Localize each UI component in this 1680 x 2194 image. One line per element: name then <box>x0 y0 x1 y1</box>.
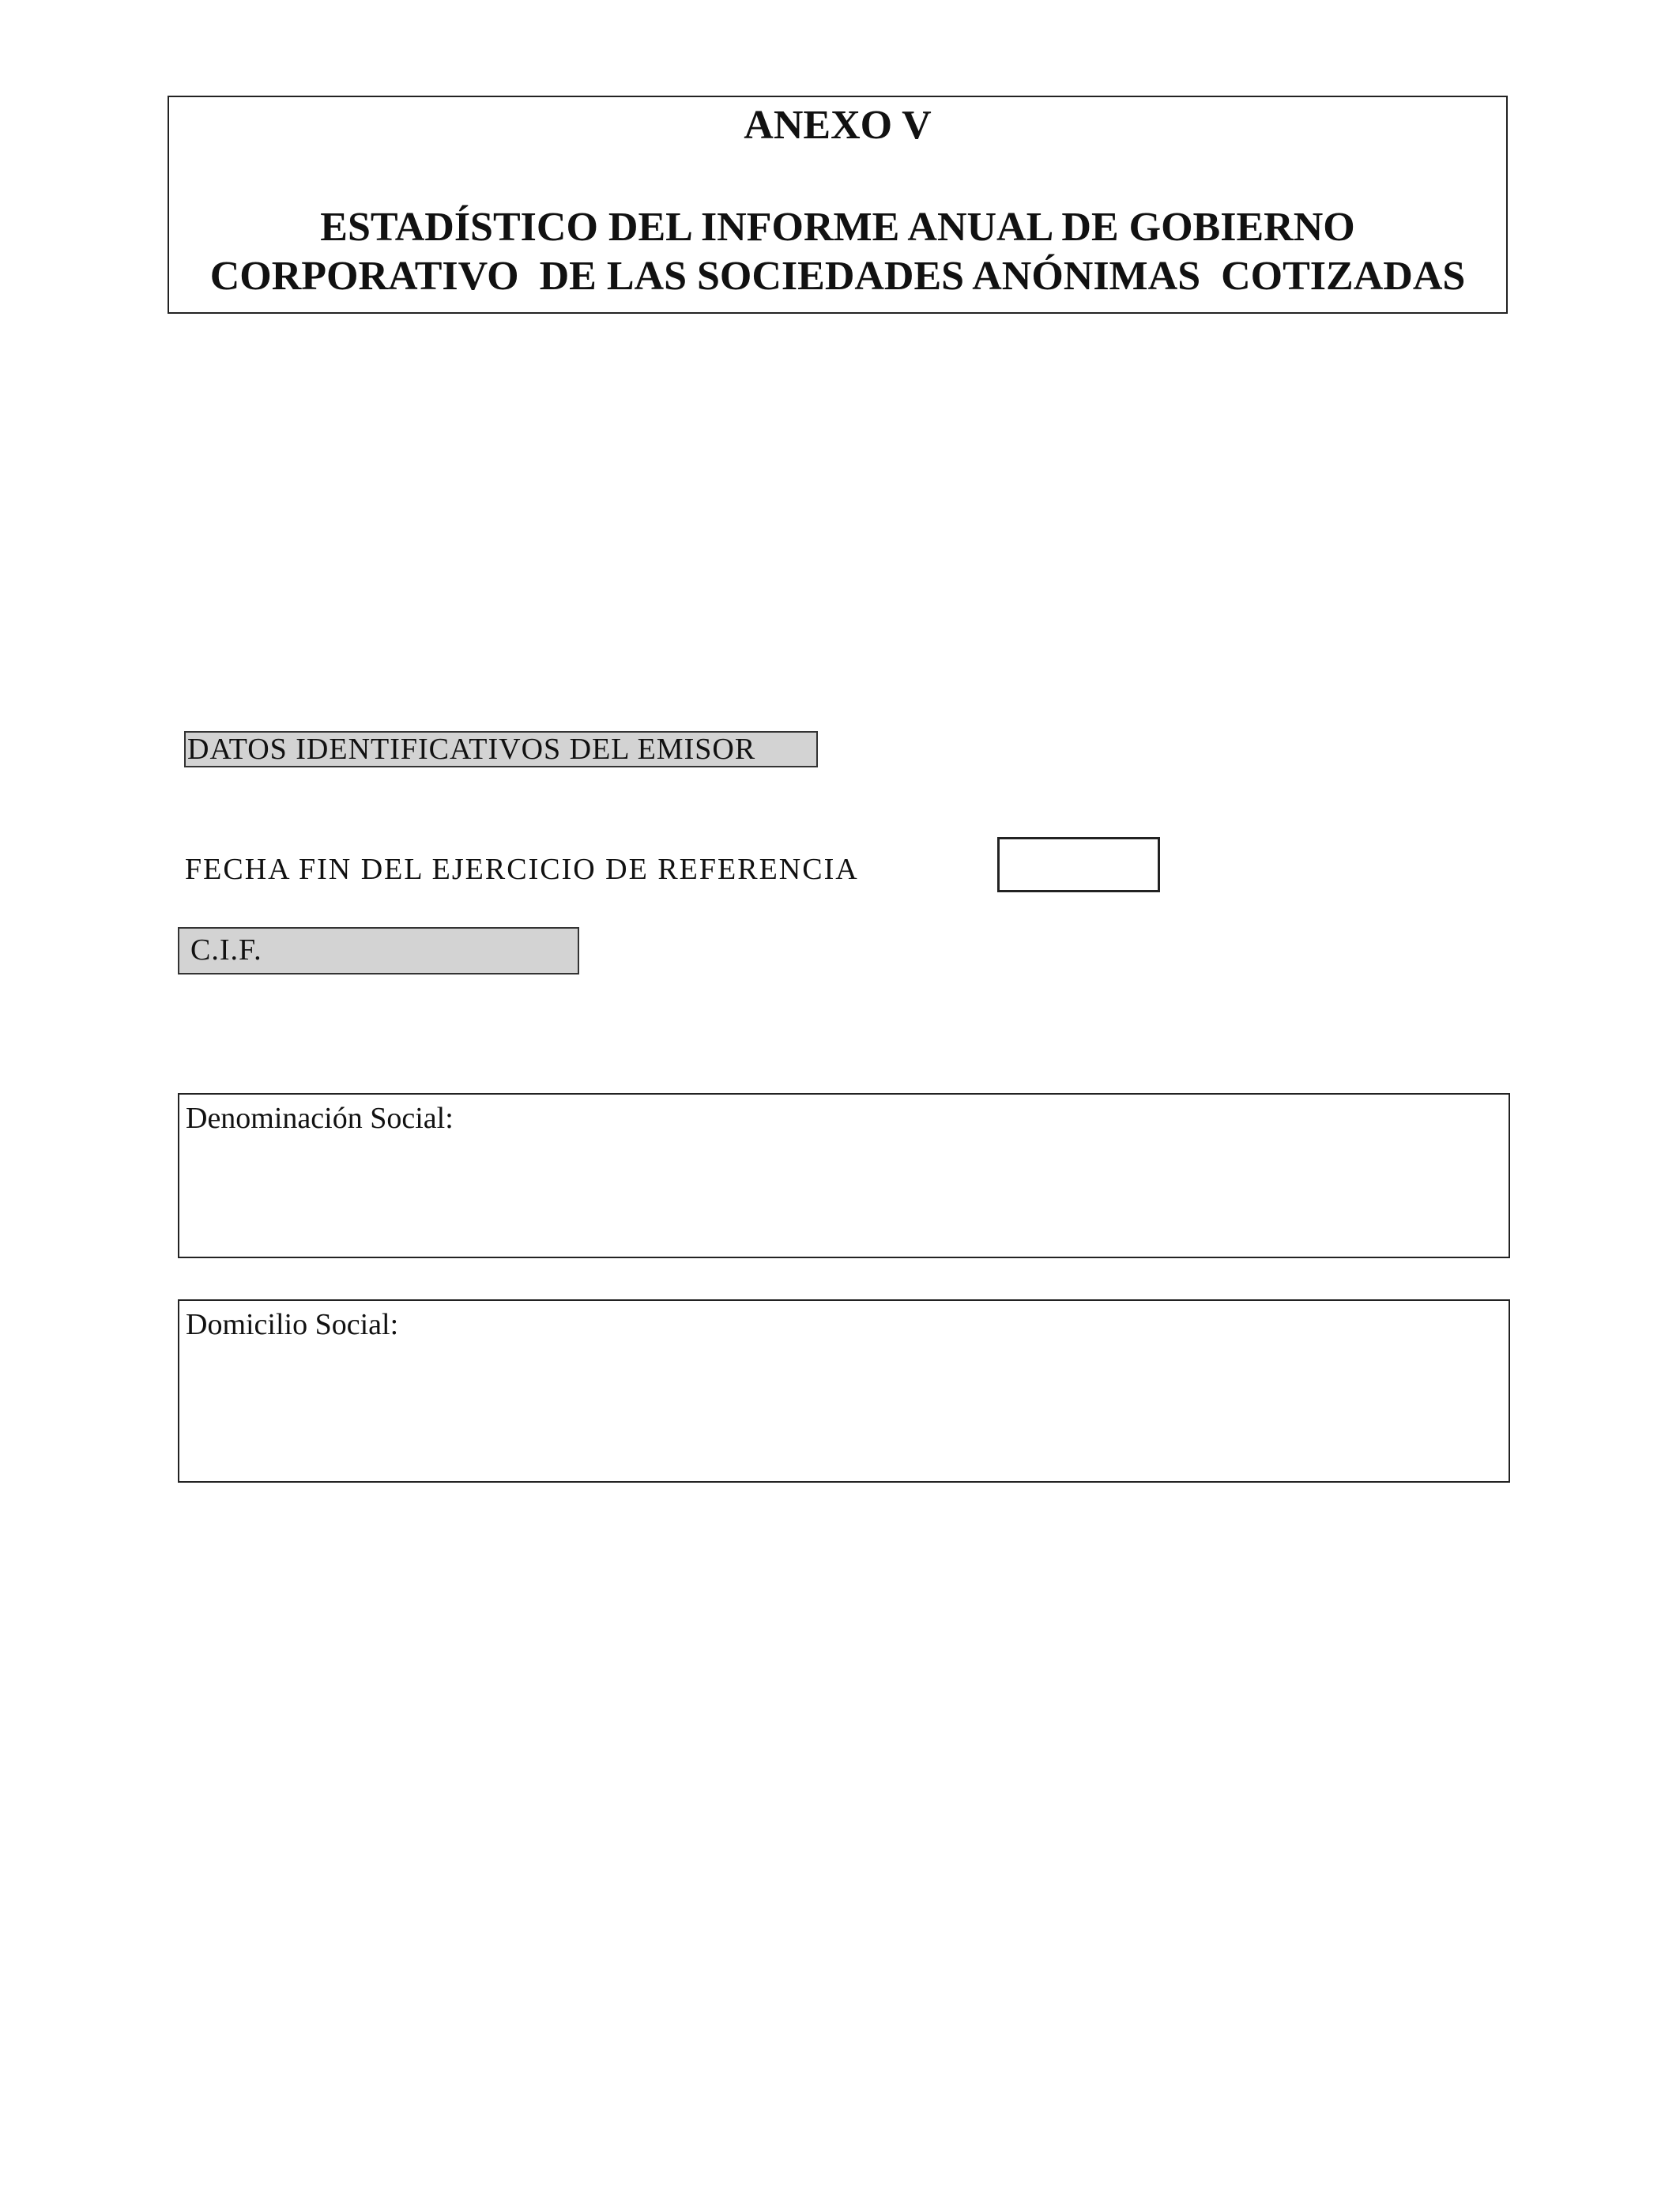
registered-address-label: Domicilio Social: <box>186 1308 399 1341</box>
cif-label: C.I.F. <box>190 933 262 967</box>
fiscal-year-end-label: FECHA FIN DEL EJERCICIO DE REFERENCIA <box>185 853 859 886</box>
cif-field[interactable] <box>178 927 579 974</box>
issuer-data-section-label: DATOS IDENTIFICATIVOS DEL EMISOR <box>184 731 818 767</box>
fiscal-year-end-field[interactable] <box>997 837 1160 892</box>
annex-title: ANEXO V <box>744 103 932 148</box>
report-title-line-1: ESTADÍSTICO DEL INFORME ANUAL DE GOBIERNO <box>320 205 1355 250</box>
header-box <box>168 96 1508 314</box>
company-name-field[interactable] <box>178 1093 1510 1258</box>
report-title <box>169 203 1506 301</box>
company-name-label: Denominación Social: <box>186 1102 454 1135</box>
report-title-line-2: CORPORATIVO DE LAS SOCIEDADES ANÓNIMAS COTIZADAS <box>209 254 1466 299</box>
registered-address-field[interactable] <box>178 1299 1510 1483</box>
